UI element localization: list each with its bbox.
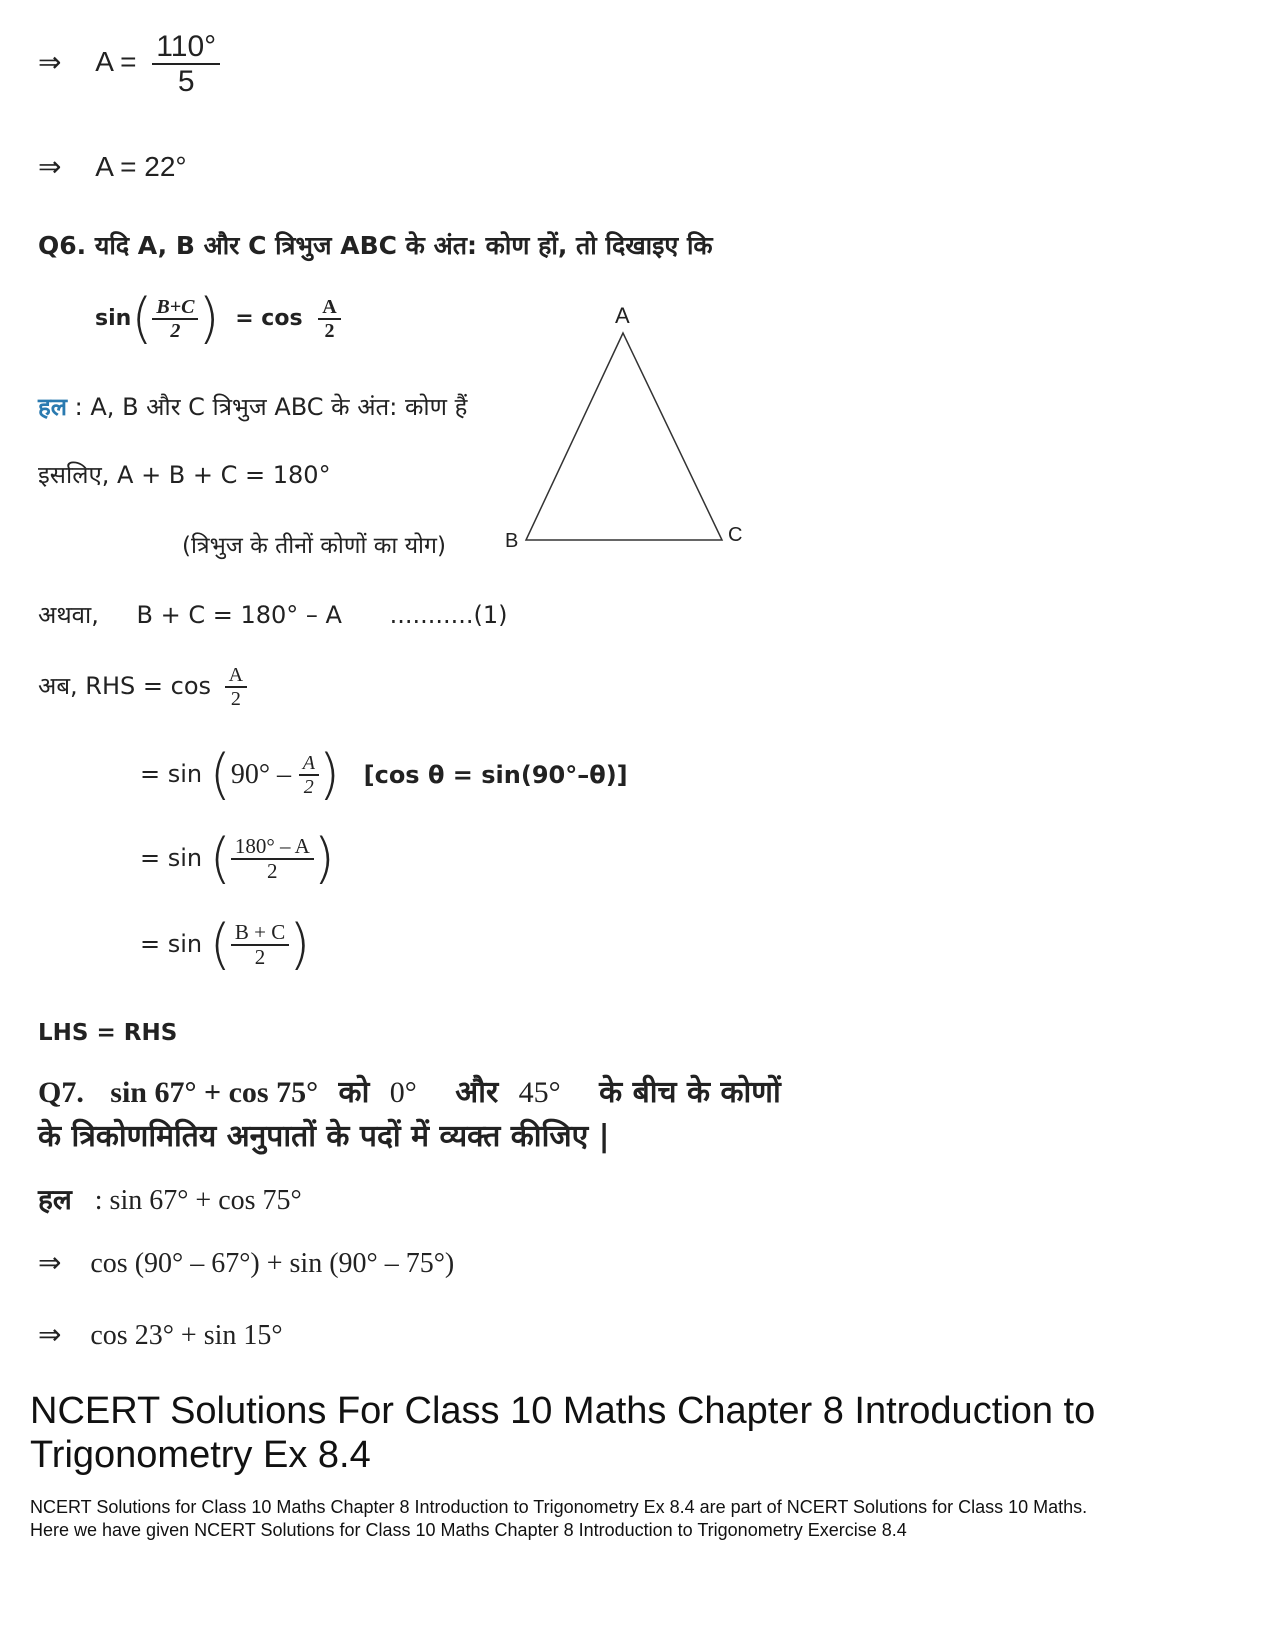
q7-step2-text: cos 23° + sin 15° xyxy=(90,1320,283,1351)
q7-rest: के बीच के कोणों xyxy=(599,1075,781,1110)
eq-numerator: B+C xyxy=(152,296,198,320)
identity-note: [cos θ = sin(90°–θ)] xyxy=(363,761,628,789)
q7-step1-text: cos (90° – 67°) + sin (90° – 75°) xyxy=(90,1248,455,1279)
eq-right-numerator: A xyxy=(318,296,340,320)
section-paragraph-line2: Here we have given NCERT Solutions for Class 10 Maths Chapter 8 Introduction to Trigonometry Exercise 8.4 xyxy=(30,1520,907,1540)
q7-hal-label: हल xyxy=(38,1183,72,1216)
sin-text: sin xyxy=(95,306,132,331)
inner-fraction xyxy=(299,752,319,798)
implies-icon: ⇒ xyxy=(38,1318,62,1351)
sin-prefix: = sin xyxy=(140,760,203,788)
q7-hal-text: : sin 67° + cos 75° xyxy=(94,1185,302,1216)
q7-45: 45° xyxy=(518,1076,561,1109)
step-sin-bc xyxy=(140,913,311,976)
q7-title-line1 xyxy=(38,1070,781,1111)
rhs-label: अब, RHS = cos xyxy=(38,672,212,700)
section-heading-line1: NCERT Solutions For Class 10 Maths Chapter 8 Introduction to xyxy=(30,1390,1096,1432)
vertex-label-c: C xyxy=(728,524,743,546)
q7-math: sin 67° + cos 75° xyxy=(110,1076,319,1109)
result-text: A = 22° xyxy=(95,151,187,182)
implies-icon: ⇒ xyxy=(38,1246,62,1279)
vertex-label-a: A xyxy=(615,303,630,328)
q7-step1 xyxy=(38,1246,454,1280)
section-paragraph-line1: NCERT Solutions for Class 10 Maths Chapter 8 Introduction to Trigonometry Ex 8.4 are part of NCERT Solutions for Class 10 Maths. xyxy=(30,1497,1088,1517)
triangle-figure xyxy=(500,295,760,560)
implies-icon: ⇒ xyxy=(38,151,62,182)
rhs-denominator: 2 xyxy=(230,688,241,710)
eq-fraction xyxy=(152,296,198,342)
q6-title: Q6. यदि A, B और C त्रिभुज ABC के अंत: कोण हों, तो दिखाइए कि xyxy=(38,231,713,260)
paren-right: ) xyxy=(318,743,340,806)
paren-left: ( xyxy=(209,827,231,890)
step-sin-90 xyxy=(140,743,628,806)
rhs-fraction xyxy=(225,664,247,710)
inner-denominator: 2 xyxy=(303,776,314,798)
equation-1-line xyxy=(38,598,508,631)
q7-number: Q7. xyxy=(38,1076,84,1109)
paren-right: ) xyxy=(313,827,335,890)
rhs-line xyxy=(38,664,247,710)
paren-right: ) xyxy=(198,287,220,350)
paren-left: ( xyxy=(209,913,231,976)
hal-text: : A, B और C त्रिभुज ABC के अंत: कोण हैं xyxy=(74,393,468,421)
angle-sum-note: (त्रिभुज के तीनों कोणों का योग) xyxy=(182,533,446,559)
eq-right-fraction xyxy=(318,296,340,342)
fraction-180 xyxy=(231,835,314,883)
fraction-bc xyxy=(231,921,289,969)
q7-title-line2: के त्रिकोणमितिय अनुपातों के पदों में व्यक्त कीजिए | xyxy=(38,1119,610,1154)
numerator: 110° xyxy=(152,30,220,65)
denominator: 5 xyxy=(177,65,195,98)
sin-prefix: = sin xyxy=(140,844,203,872)
denominator-bc: 2 xyxy=(254,945,266,969)
hal-label: हल xyxy=(38,393,68,421)
eq-cos-text: = cos xyxy=(235,306,303,331)
paren-right: ) xyxy=(289,913,311,976)
rhs-numerator: A xyxy=(225,664,247,688)
fraction xyxy=(152,30,220,98)
implies-icon: ⇒ xyxy=(38,46,62,78)
inner-numerator: A xyxy=(299,752,319,776)
denominator-180: 2 xyxy=(267,859,278,883)
paren-left: ( xyxy=(209,743,231,806)
lhs-text: A = xyxy=(95,46,137,78)
q6-equation xyxy=(95,287,341,350)
numerator-180: 180° – A xyxy=(231,835,314,860)
eq-right-denominator: 2 xyxy=(324,320,335,342)
athva-text: अथवा, xyxy=(38,601,99,629)
q7-solution-intro xyxy=(38,1180,302,1218)
numerator-bc: B + C xyxy=(231,921,289,946)
paren-left: ( xyxy=(131,287,153,350)
q7-ko: को xyxy=(338,1075,370,1110)
triangle-shape xyxy=(526,333,722,540)
vertex-label-b: B xyxy=(505,530,519,552)
step-sin-180 xyxy=(140,827,335,890)
section-heading-line2: Trigonometry Ex 8.4 xyxy=(30,1434,371,1476)
q6-solution-intro xyxy=(38,390,467,423)
equation-1: B + C = 180° – A xyxy=(136,601,342,629)
sin-prefix: = sin xyxy=(140,930,203,958)
eq-denominator: 2 xyxy=(170,320,181,342)
angle-sum-line: इसलिए, A + B + C = 180° xyxy=(38,461,331,489)
conclusion-text: LHS = RHS xyxy=(38,1020,178,1046)
q7-aur: और xyxy=(455,1075,499,1110)
q7-step2 xyxy=(38,1318,283,1352)
q7-zero: 0° xyxy=(389,1076,417,1109)
inner-90: 90° – xyxy=(230,759,292,790)
equation-1-number: ...........(1) xyxy=(389,601,508,629)
step-a-fraction xyxy=(38,30,220,98)
step-a-value xyxy=(38,150,187,183)
